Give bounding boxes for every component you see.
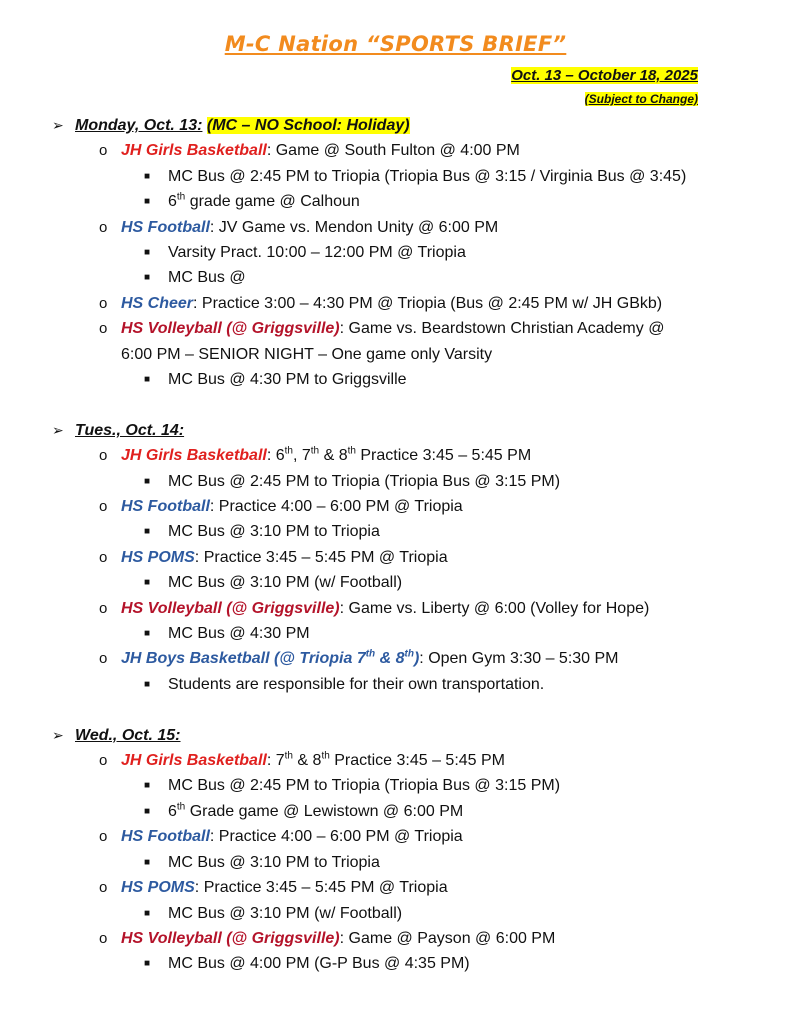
sub-item (0, 672, 791, 697)
square-bullet-icon: ■ (144, 958, 151, 970)
square-bullet-icon: ■ (144, 475, 151, 487)
hollow-circle-bullet-icon: o (99, 879, 108, 897)
square-bullet-icon: ■ (144, 628, 151, 640)
sport-label: HS Volleyball (@ Griggsville) (121, 929, 340, 947)
event-detail: : JV Game vs. Mendon Unity @ 6:00 PM (209, 218, 499, 236)
day-label: Wed., Oct. 15: (75, 726, 181, 744)
sport-label: HS Cheer (121, 294, 194, 312)
day-heading-text (75, 723, 181, 748)
square-bullet-icon: ■ (144, 678, 151, 690)
sub-item (0, 570, 791, 595)
event-text (121, 596, 681, 621)
sub-item-text: 6th grade game @ Calhoun (168, 191, 360, 211)
sub-item (0, 621, 791, 646)
event-detail: : Practice 4:00 – 6:00 PM @ Triopia (209, 828, 463, 846)
hollow-circle-bullet-icon: o (99, 752, 108, 770)
arrow-bullet-icon: ➢ (52, 726, 64, 743)
event-item (0, 215, 791, 240)
hollow-circle-bullet-icon: o (99, 929, 108, 947)
event-item (0, 316, 791, 367)
hollow-circle-bullet-icon: o (99, 294, 108, 312)
day-heading (0, 113, 791, 138)
sub-item (0, 469, 791, 494)
sub-item-text: MC Bus @ 2:45 PM to Triopia (Triopia Bus @ 3:15 PM) (168, 777, 561, 795)
event-item (0, 875, 791, 900)
arrow-bullet-icon: ➢ (52, 421, 64, 438)
event-detail: : Practice 3:45 – 5:45 PM @ Triopia (194, 879, 448, 897)
event-text (121, 824, 681, 849)
section-spacer (0, 697, 791, 722)
sub-item (0, 367, 791, 392)
square-bullet-icon: ■ (144, 856, 151, 868)
event-text (121, 748, 681, 773)
sub-item-text: MC Bus @ (168, 269, 246, 287)
sub-item (0, 901, 791, 926)
page-title: M-C Nation “SPORTS BRIEF” (224, 32, 567, 56)
hollow-circle-bullet-icon: o (99, 447, 108, 465)
event-text (121, 545, 681, 570)
square-bullet-icon: ■ (144, 526, 151, 538)
sport-label: HS Football (121, 218, 210, 236)
sub-item-text: MC Bus @ 4:30 PM (168, 625, 310, 643)
sub-item (0, 773, 791, 798)
square-bullet-icon: ■ (144, 170, 151, 182)
event-item (0, 926, 791, 951)
sub-item-text: MC Bus @ 2:45 PM to Triopia (Triopia Bus @ 3:15 / Virginia Bus @ 3:45) (168, 167, 687, 185)
hollow-circle-bullet-icon: o (99, 548, 108, 566)
hollow-circle-bullet-icon: o (99, 218, 108, 236)
square-bullet-icon: ■ (144, 780, 151, 792)
day-heading-text (75, 418, 184, 443)
arrow-bullet-icon: ➢ (52, 117, 64, 133)
event-detail: : Practice 3:45 – 5:45 PM @ Triopia (194, 548, 448, 566)
event-detail: : Game @ South Fulton @ 4:00 PM (266, 142, 520, 160)
event-text (121, 138, 681, 163)
sub-item-text: MC Bus @ 3:10 PM to Triopia (168, 853, 380, 871)
event-detail: : 6th, 7th & 8th Practice 3:45 – 5:45 PM (266, 445, 532, 465)
day-label: Tues., Oct. 14: (75, 421, 185, 439)
event-item (0, 138, 791, 163)
hollow-circle-bullet-icon: o (99, 498, 108, 516)
event-detail: : Practice 3:00 – 4:30 PM @ Triopia (Bus @ 2:45 PM w/ JH GBkb) (193, 294, 663, 312)
sub-item (0, 164, 791, 189)
event-text (121, 443, 681, 468)
square-bullet-icon: ■ (144, 374, 151, 386)
square-bullet-icon: ■ (144, 907, 151, 919)
event-item (0, 596, 791, 621)
event-item (0, 291, 791, 316)
hollow-circle-bullet-icon: o (99, 599, 108, 617)
event-detail: : 7th & 8th Practice 3:45 – 5:45 PM (266, 750, 505, 770)
sub-item (0, 189, 791, 214)
day-label: Monday, Oct. 13: (75, 117, 203, 134)
sub-item (0, 240, 791, 265)
sport-label: HS Football (121, 828, 210, 846)
schedule-list (0, 113, 791, 977)
event-detail: : Game vs. Beardstown Christian Academy @ 6:00 PM – SENIOR NIGHT – One game only Varsity (121, 320, 665, 363)
event-text (121, 291, 681, 316)
square-bullet-icon: ■ (144, 247, 151, 259)
sport-label: JH Girls Basketball (121, 142, 267, 160)
square-bullet-icon: ■ (144, 577, 151, 589)
square-bullet-icon: ■ (144, 272, 151, 284)
event-detail: : Game vs. Liberty @ 6:00 (Volley for Hope) (339, 599, 650, 617)
event-item (0, 646, 791, 671)
event-text (121, 316, 681, 367)
sport-label: HS Volleyball (@ Griggsville) (121, 320, 340, 338)
sub-item-text: MC Bus @ 2:45 PM to Triopia (Triopia Bus @ 3:15 PM) (168, 472, 561, 490)
sub-item-text: MC Bus @ 3:10 PM to Triopia (168, 523, 380, 541)
hollow-circle-bullet-icon: o (99, 828, 108, 846)
sub-item (0, 850, 791, 875)
day-heading (0, 723, 791, 748)
sport-label: JH Girls Basketball (121, 752, 267, 770)
date-range: Oct. 13 – October 18, 2025 (511, 67, 698, 84)
sub-item (0, 519, 791, 544)
sport-label: JH Boys Basketball (@ Triopia 7th & 8th) (121, 649, 420, 668)
sport-label: HS Volleyball (@ Griggsville) (121, 599, 340, 617)
sub-item-text: Varsity Pract. 10:00 – 12:00 PM @ Triopia (168, 244, 466, 262)
event-text (121, 215, 681, 240)
event-item (0, 824, 791, 849)
sport-label: JH Girls Basketball (121, 447, 267, 465)
sub-item (0, 265, 791, 290)
event-detail: : Practice 4:00 – 6:00 PM @ Triopia (209, 498, 463, 516)
event-text (121, 926, 681, 951)
event-text (121, 875, 681, 900)
event-item (0, 545, 791, 570)
day-heading (0, 418, 791, 443)
sport-label: HS POMS (121, 548, 195, 566)
subject-to-change-note: (Subject to Change) (584, 92, 698, 106)
event-item (0, 748, 791, 773)
sub-item-text: MC Bus @ 3:10 PM (w/ Football) (168, 904, 403, 922)
hollow-circle-bullet-icon: o (99, 320, 108, 338)
event-item (0, 494, 791, 519)
section-spacer (0, 392, 791, 417)
hollow-circle-bullet-icon: o (99, 650, 108, 668)
event-detail: : Open Gym 3:30 – 5:30 PM (419, 650, 619, 668)
sub-item-text: MC Bus @ 4:00 PM (G-P Bus @ 4:35 PM) (168, 955, 470, 973)
sport-label: HS POMS (121, 879, 195, 897)
sub-item-text: MC Bus @ 3:10 PM (w/ Football) (168, 574, 403, 592)
sub-item-text: 6th Grade game @ Lewistown @ 6:00 PM (168, 801, 464, 820)
day-note: (MC – NO School: Holiday) (206, 117, 410, 134)
sub-item (0, 799, 791, 824)
event-item (0, 443, 791, 468)
hollow-circle-bullet-icon: o (99, 142, 108, 160)
sub-item-text: Students are responsible for their own transportation. (168, 675, 545, 693)
event-text (121, 494, 681, 519)
event-text (121, 646, 681, 671)
day-heading-text (75, 113, 410, 138)
square-bullet-icon: ■ (144, 196, 151, 208)
sub-item (0, 951, 791, 976)
sub-item-text: MC Bus @ 4:30 PM to Griggsville (168, 371, 407, 389)
sport-label: HS Football (121, 498, 210, 516)
event-detail: : Game @ Payson @ 6:00 PM (339, 929, 556, 947)
square-bullet-icon: ■ (144, 805, 151, 817)
